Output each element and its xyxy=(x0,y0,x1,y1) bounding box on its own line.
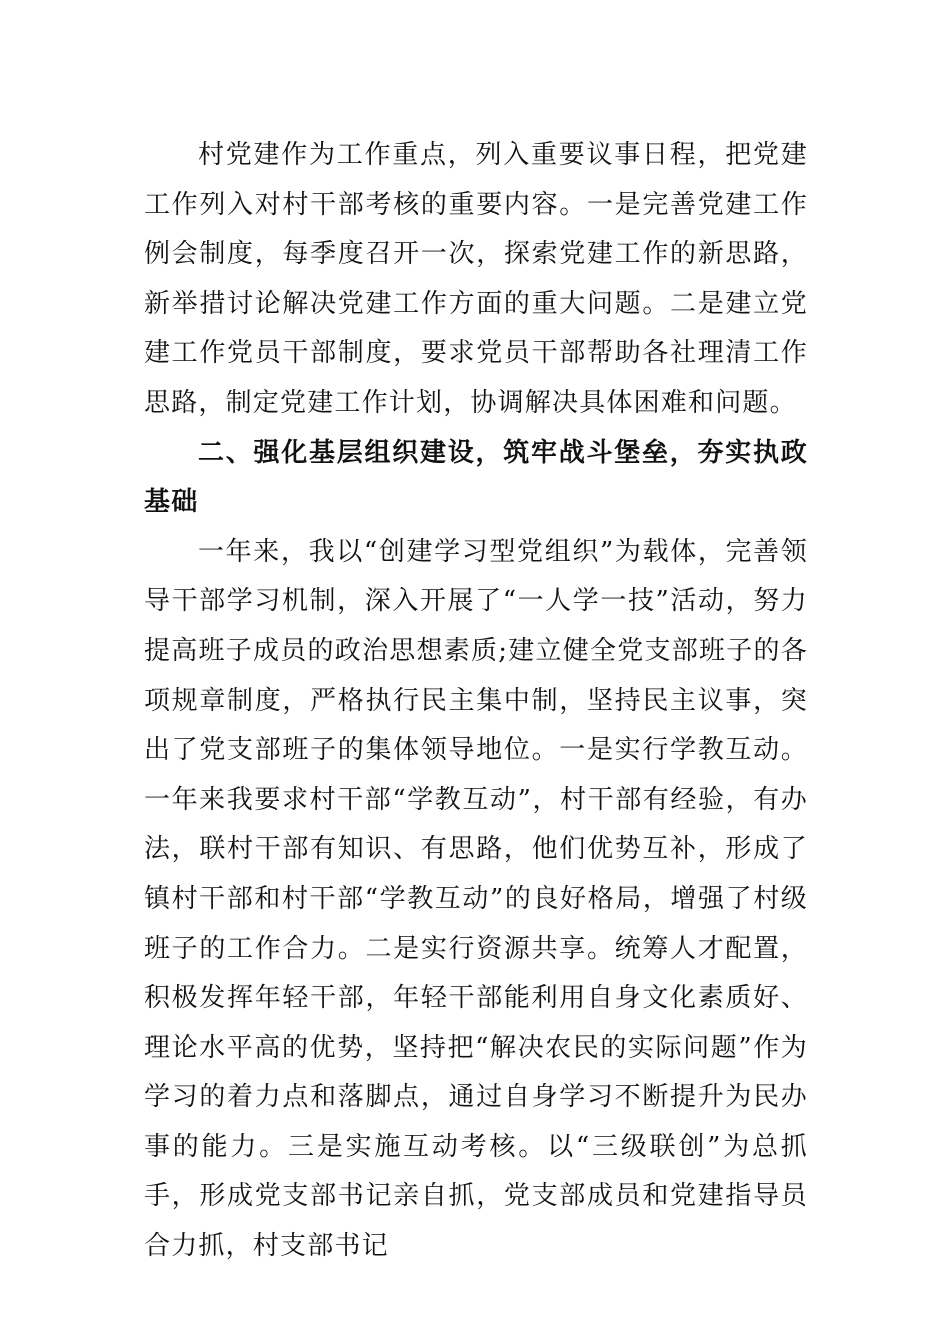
paragraph-learning-organization: 一年来，我以“创建学习型党组织”为载体，完善领导干部学习机制，深入开展了“一人学一技”活动，努力提高班子成员的政治思想素质;建立健全党支部班子的各项规章制度，严格执行民主集中制，坚持民主议事，突出了党支部班子的集体领导地位。一是实行学教互动。一年来我要求村干部“学教互动”，村干部有经验，有办法，联村干部有知识、有思路，他们优势互补，形成了镇村干部和村干部“学教互动”的良好格局，增强了村级班子的工作合力。二是实行资源共享。统筹人才配置，积极发挥年轻干部，年轻干部能利用自身文化素质好、理论水平高的优势，坚持把“解决农民的实际问题”作为学习的着力点和落脚点，通过自身学习不断提升为民办事的能力。三是实施互动考核。以“三级联创”为总抓手，形成党支部书记亲自抓，党支部成员和党建指导员合力抓，村支部书记 xyxy=(144,536,808,1262)
section-heading-grassroots-organization: 二、强化基层组织建设，筑牢战斗堡垒，夯实执政基础 xyxy=(144,437,808,518)
document-body xyxy=(144,131,808,1272)
paragraph-party-building-meetings: 村党建作为工作重点，列入重要议事日程，把党建工作列入对村干部考核的重要内容。一是完善党建工作例会制度，每季度召开一次，探索党建工作的新思路，新举措讨论解决党建工作方面的重大问题。二是建立党建工作党员干部制度，要求党员干部帮助各社理清工作思路，制定党建工作计划，协调解决具体困难和问题。 xyxy=(144,140,808,418)
